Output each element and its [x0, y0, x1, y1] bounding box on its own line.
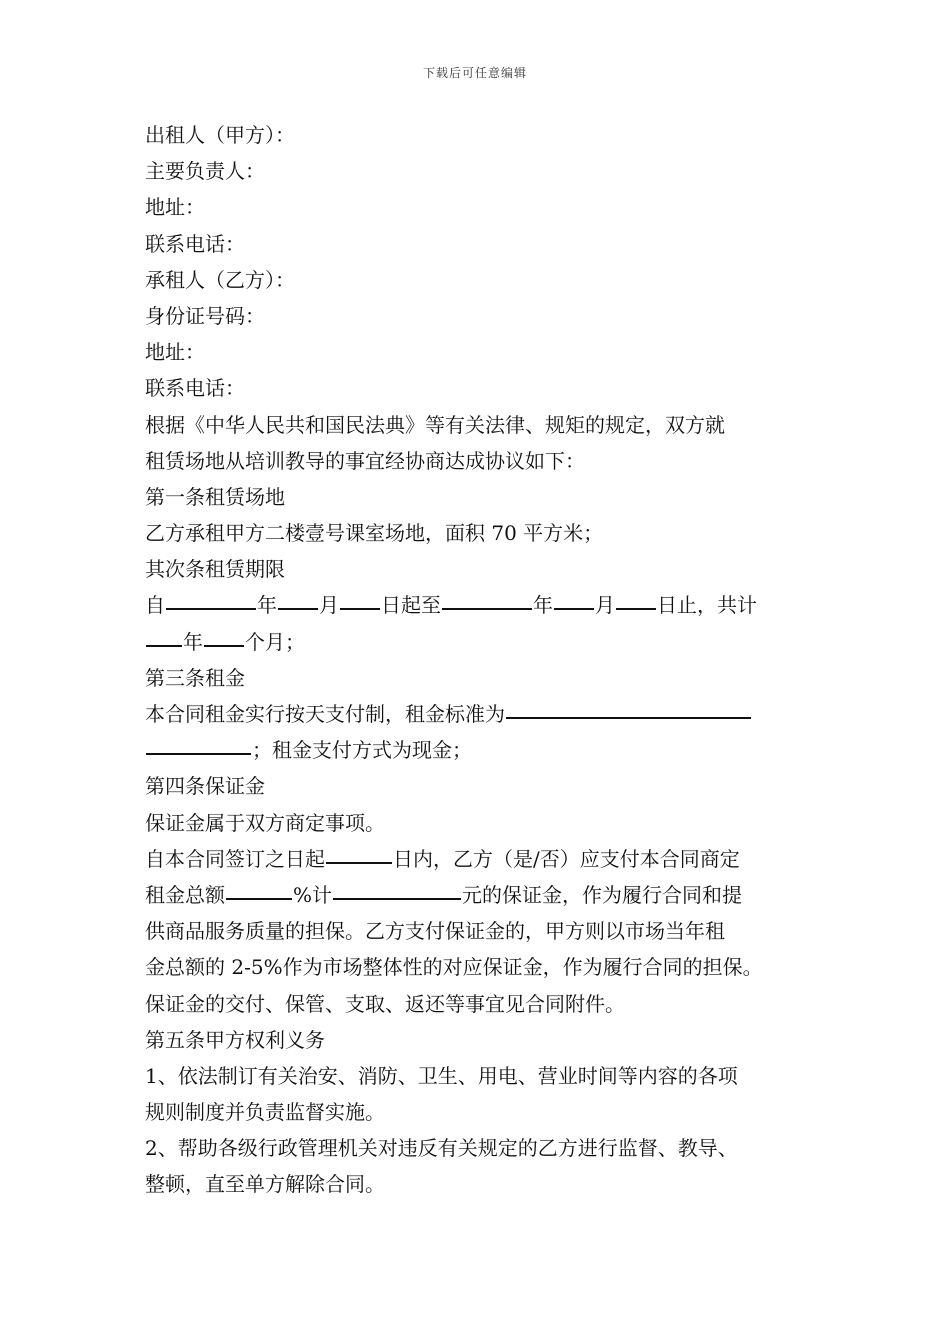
article-3-line-1 — [145, 696, 825, 732]
lessor-phone-label: 联系电话： — [145, 231, 245, 256]
article-5-item-2-line-1: 2、帮助各级行政管理机关对违反有关规定的乙方进行监督、教导、 — [145, 1136, 738, 1161]
term-year-text: 年 — [257, 593, 277, 618]
article-4-line-3 — [145, 877, 825, 913]
article-1-text: 乙方承租甲方二楼壹号课室场地，面积 70 平方米； — [145, 521, 604, 546]
article-1-title: 第一条租赁场地 — [145, 484, 285, 509]
lessee-label: 承租人（乙方）： — [145, 267, 295, 292]
page-header-note: 下载后可任意编辑 — [422, 66, 527, 80]
lessor-label: 出租人（甲方）： — [145, 123, 295, 147]
rent-standard-blank-cont[interactable] — [146, 753, 251, 755]
term-month-text: 月 — [319, 593, 339, 618]
article-4-line-5: 金总额的 2-5%作为市场整体性的对应保证金，作为履行合同的担保。 — [145, 955, 763, 980]
end-month-blank[interactable] — [554, 608, 594, 610]
article-4-para-1: 保证金属于双方商定事项。 — [145, 810, 385, 835]
deposit-amount-blank[interactable] — [333, 898, 461, 900]
article-2-term-line-2 — [145, 624, 825, 660]
article-5-item-1-line-2: 规则制度并负责监督实施。 — [145, 1100, 385, 1125]
lessor-principal-label: 主要负责人： — [145, 159, 265, 184]
article-3-title: 第三条租金 — [145, 665, 245, 690]
lessor-address-label: 地址： — [145, 195, 205, 220]
lessee-id-label: 身份证号码： — [145, 303, 265, 328]
article-3-line-2 — [145, 732, 825, 768]
term-months-text: 个月； — [245, 629, 305, 654]
deposit-total-text: 租金总额 — [145, 882, 225, 907]
deposit-pct-text: %计 — [293, 882, 333, 907]
article-4-line-4: 供商品服务质量的担保。乙方支付保证金的，甲方则以市场当年租 — [145, 919, 725, 944]
deposit-percent-blank[interactable] — [226, 898, 292, 900]
rent-payment-text: ；租金支付方式为现金； — [252, 738, 472, 763]
term-day-to-text: 日起至 — [381, 593, 441, 618]
article-5-item-2-line-2: 整顿，直至单方解除合同。 — [145, 1172, 385, 1197]
preamble-line-1: 根据《中华人民共和国民法典》等有关法律、规矩的规定，双方就 — [145, 412, 725, 437]
term-day-end-text: 日止，共计 — [657, 593, 757, 618]
article-5-title: 第五条甲方权利义务 — [145, 1027, 325, 1052]
lessee-address-label: 地址： — [145, 340, 205, 365]
contract-body — [145, 117, 825, 1203]
rent-standard-text: 本合同租金实行按天支付制，租金标准为 — [145, 702, 505, 726]
article-2-term-line-1 — [145, 587, 825, 623]
term-month2-text: 月 — [595, 593, 615, 618]
article-4-line-2 — [145, 841, 825, 877]
term-year3-text: 年 — [183, 629, 203, 654]
deposit-days-blank[interactable] — [326, 862, 392, 864]
term-year2-text: 年 — [533, 593, 553, 618]
start-year-blank[interactable] — [166, 608, 256, 610]
term-from-text: 自 — [145, 593, 165, 618]
article-4-title: 第四条保证金 — [145, 774, 265, 799]
rent-standard-blank[interactable] — [506, 717, 751, 719]
lessee-phone-label: 联系电话： — [145, 376, 245, 401]
total-months-blank[interactable] — [204, 645, 244, 647]
deposit-yuan-text: 元的保证金，作为履行合同和提 — [462, 882, 743, 907]
deposit-within-text: 日内，乙方（是/否）应支付本合同商定 — [393, 846, 740, 871]
start-day-blank[interactable] — [340, 608, 380, 610]
article-5-item-1-line-1: 1、依法制订有关治安、消防、卫生、用电、营业时间等内容的各项 — [145, 1063, 738, 1088]
end-year-blank[interactable] — [442, 608, 532, 610]
end-day-blank[interactable] — [616, 608, 656, 610]
preamble-line-2: 租赁场地从培训教导的事宜经协商达成协议如下： — [145, 448, 585, 473]
article-2-title: 其次条租赁期限 — [145, 557, 285, 582]
deposit-from-text: 自本合同签订之日起 — [145, 846, 325, 871]
start-month-blank[interactable] — [278, 608, 318, 610]
total-years-blank[interactable] — [146, 645, 182, 647]
article-4-line-6: 保证金的交付、保管、支取、返还等事宜见合同附件。 — [145, 991, 625, 1016]
